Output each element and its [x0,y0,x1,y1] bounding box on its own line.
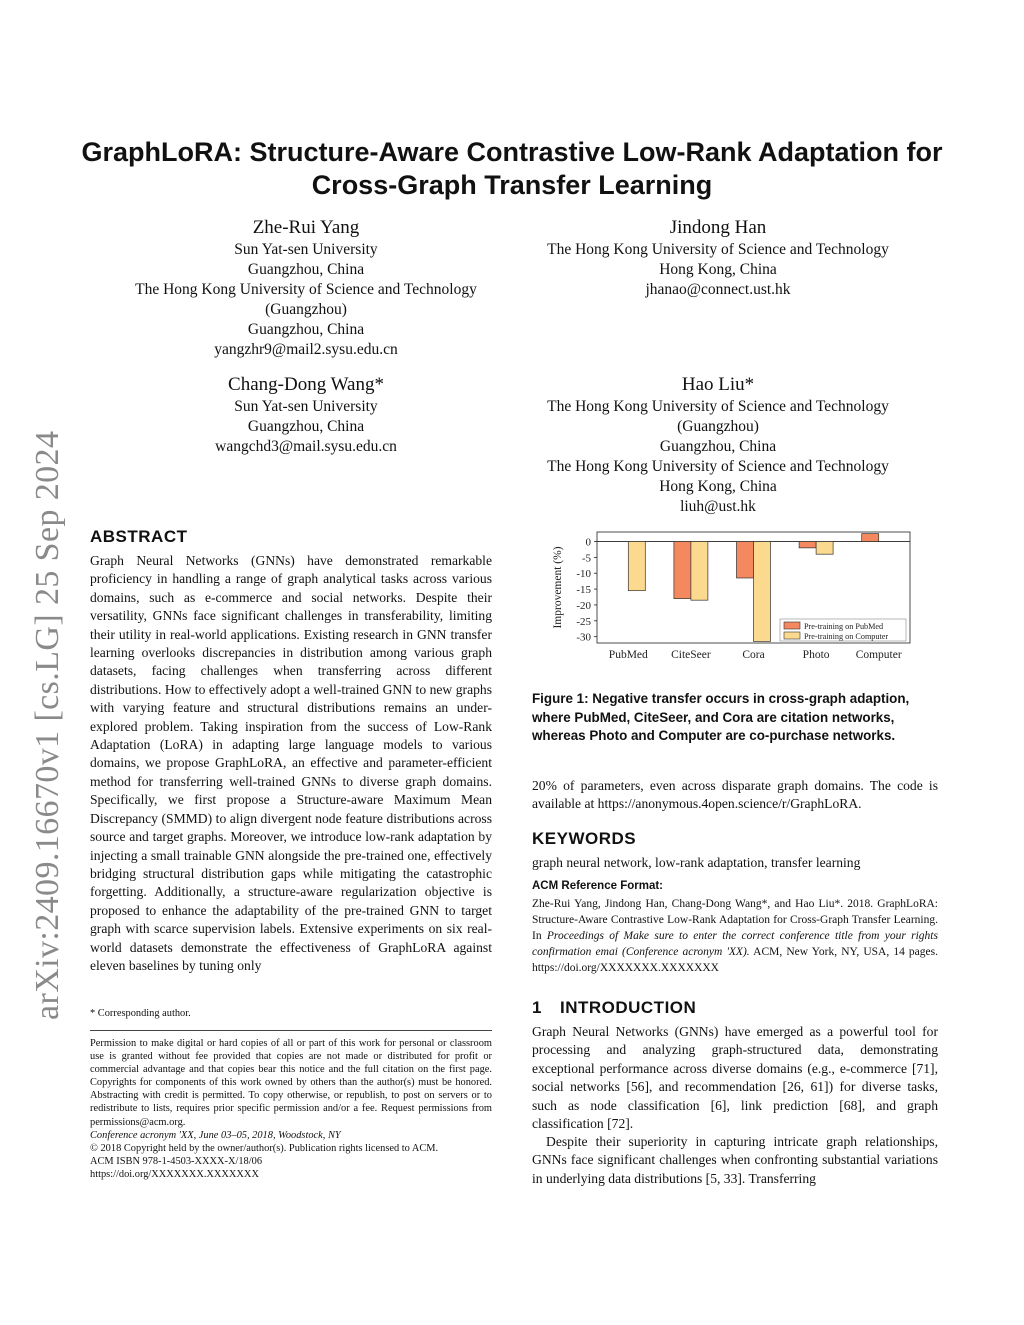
footnote: * Corresponding author. [90,1008,191,1019]
legend-label: Pre-training on PubMed [804,622,884,631]
paper-title: GraphLoRA: Structure-Aware Contrastive Low-Rank Adaptation for Cross-Graph Transfer Learning [81,137,943,200]
author-email: liuh@ust.hk [680,498,756,515]
author-affiliation: Sun Yat-sen University [234,241,378,258]
bar-chart [540,526,940,670]
introduction-heading [532,998,696,1018]
acm-reference-venue: Proceedings of Make sure to enter the correct conference title from your rights confirmation emai (Conference acronym 'XX). [532,930,938,958]
legend-swatch [784,632,800,639]
abstract-continuation: 20% of parameters, even across disparate graph domains. The code is available at https://anonymous.4open.science/r/GraphLoRA. [532,778,938,812]
author-block [512,216,924,300]
author-affiliation: The Hong Kong University of Science and Technology [547,398,889,415]
legend-swatch [784,622,800,629]
author-affiliation: Guangzhou, China [247,418,365,435]
x-tick-label: PubMed [608,649,648,661]
author-affiliation: (Guangzhou) [265,301,347,318]
x-tick-label: Photo [802,649,830,661]
x-tick-label: Computer [855,649,902,661]
y-tick-label: -5 [581,552,591,565]
section-number: 1 [532,998,542,1017]
author-affiliation: The Hong Kong University of Science and Technology [135,281,477,298]
conference-line: Conference acronym 'XX, June 03–05, 2018, Woodstock, NY [90,1129,341,1141]
permission-block [90,1037,492,1181]
bar [754,542,771,642]
bar [816,542,833,555]
abstract-heading: ABSTRACT [90,527,188,546]
keywords-text: graph neural network, low-rank adaptation, transfer learning [532,855,861,870]
y-tick-label: -15 [576,584,591,597]
author-affiliation: Hong Kong, China [659,261,777,278]
acm-reference-text [532,896,938,976]
author-affiliation: The Hong Kong University of Science and Technology [547,458,889,475]
author-block [512,373,924,517]
legend-label: Pre-training on Computer [804,632,889,641]
y-tick-label: -10 [576,568,591,581]
figure-1 [540,526,940,670]
bar [674,542,691,599]
author-affiliation: The Hong Kong University of Science and Technology [547,241,889,258]
introduction-para-2: Despite their superiority in capturing intricate graph relationships, GNNs face significant challenges when confronting substantial variations in underlying data distributions [5, 33]. Transferring [532,1134,938,1186]
y-tick-label: 0 [585,536,591,549]
author-affiliation: Sun Yat-sen University [234,398,378,415]
y-axis-label: Improvement (%) [552,546,564,629]
section-title: INTRODUCTION [559,998,697,1017]
permission-divider [90,1030,492,1031]
acm-reference-publisher: ACM, New York, NY, USA, 14 pages. https://doi.org/XXXXXXX.XXXXXXX [532,946,938,974]
acm-reference-heading: ACM Reference Format: [532,880,663,892]
author-affiliation: Guangzhou, China [659,438,777,455]
author-name: Hao Liu* [681,374,755,395]
introduction-para-1: Graph Neural Networks (GNNs) have emerged as a powerful tool for processing and analyzing graph-structured data, demonstrating exceptional performance across diverse domains (e.g., e-commerce [71], social networks [56], and recommendation [26, 61]) for diverse tasks, such as node classification [6], link prediction [68], and graph classification [72]. [532,1024,938,1132]
x-tick-label: Cora [742,649,765,661]
y-tick-label: -30 [576,631,591,644]
bar [799,542,816,548]
author-email: yangzhr9@mail2.sysu.edu.cn [214,341,398,358]
bar [628,542,645,591]
bar [862,534,879,542]
isbn-line: ACM ISBN 978-1-4503-XXXX-X/18/06 [90,1155,263,1167]
author-email: jhanao@connect.ust.hk [645,281,791,298]
author-affiliation: Guangzhou, China [247,261,365,278]
author-affiliation: (Guangzhou) [677,418,759,435]
y-tick-label: -20 [576,599,591,612]
bar [737,542,754,578]
permission-text: Permission to make digital or hard copies of all or part of this work for personal or classroom use is granted without fee provided that copies are not made or distributed for profit or commercial advantage and that copies bear this notice and the full citation on the first page. Copyrights for components of this work owned by others than the author(s) must be honored. Abstracting with credit is permitted. To copy otherwise, or republish, to post on servers or to redistribute to lists, requires prior specific permission and/or a fee. Request permissions from permissions@acm.org. [90,1038,492,1128]
acm-reference-authors: Zhe-Rui Yang, Jindong Han, Chang-Dong Wang*, and Hao Liu*. 2018. GraphLoRA: Structure-Aware Contrastive Low-Rank Adaptation for Cross-Graph Transfer Learning. In [532,898,938,942]
author-name: Jindong Han [669,217,767,238]
abstract-text: Graph Neural Networks (GNNs) have demonstrated remarkable proficiency in handling a range of graph analytical tasks across various domains, such as e-commerce and social networks. Despite their versatility, GNNs face significant challenges in transferability, limiting their utility in real-world applications. Existing research in GNN transfer learning overlooks discrepancies in distribution among various graph datasets, facing challenges when transferring across different distributions. How to effectively adopt a well-trained GNN to new graphs with varying feature and structural distributions remains an under-explored problem. Taking inspiration from the success of Low-Rank Adaptation (LoRA) in adapting large language models to various domains, we propose GraphLoRA, an effective and parameter-efficient method for transferring well-trained GNNs to diverse graph domains. Specifically, we first propose a Structure-aware Maximum Mean Discrepancy (SMMD) to align divergent node feature distributions across source and target graphs. Moreover, we introduce low-rank adaptation by injecting a small trainable GNN alongside the pre-trained one, effectively bridging structural distribution gaps while mitigating the catastrophic forgetting. Additionally, a structure-aware regularization objective is proposed to enhance the adaptability of the pre-trained GNN to target graph with scarce supervision labels. Extensive experiments on six real-world datasets demonstrate the effectiveness of GraphLoRA against eleven baselines by tuning only [90,553,492,973]
doi-line: https://doi.org/XXXXXXX.XXXXXXX [90,1168,259,1180]
y-tick-label: -25 [576,615,591,628]
author-affiliation: Guangzhou, China [247,321,365,338]
arxiv-stamp: arXiv:2409.16670v1 [cs.LG] 25 Sep 2024 [29,430,66,1020]
keywords-heading: KEYWORDS [532,829,637,848]
copyright-line: © 2018 Copyright held by the owner/author(s). Publication rights licensed to ACM. [90,1142,439,1154]
author-email: wangchd3@mail.sysu.edu.cn [215,438,397,455]
author-block [100,373,512,457]
bar [691,542,708,601]
x-tick-label: CiteSeer [671,649,711,661]
author-name: Zhe-Rui Yang [252,217,360,238]
author-affiliation: Hong Kong, China [659,478,777,495]
author-block [100,216,512,360]
figure-caption: Figure 1: Negative transfer occurs in cross-graph adaption, where PubMed, CiteSeer, and Cora are citation networks, whereas Photo and Computer are co-purchase networks. [532,691,910,743]
author-name: Chang-Dong Wang* [228,374,384,395]
